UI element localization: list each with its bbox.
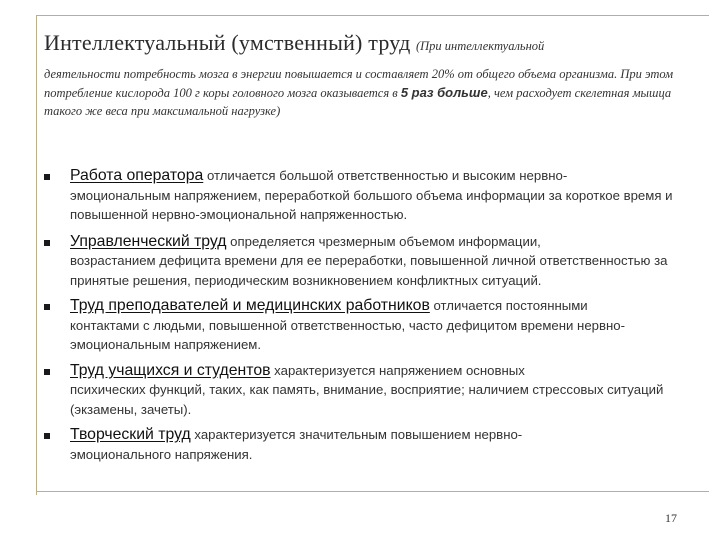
bullet-square-icon	[44, 174, 50, 180]
list-item-lead: Труд учащихся и студентов	[70, 361, 271, 379]
list-item-first-line: отличается большой ответственностью и высоким нервно-	[203, 168, 568, 183]
bullet-square-icon	[44, 433, 50, 439]
list-item-first-line: характеризуется напряжением основных	[270, 362, 525, 378]
list-item-lead: Труд преподавателей и медицинских работников	[70, 297, 430, 314]
list-item-lead: Управленческий труд	[70, 232, 227, 250]
frame-bottom-rule	[36, 491, 709, 492]
list-item-lead: Творческий труд	[70, 426, 191, 443]
intro-text-part1: деятельности потребность мозга в энергии повышается и составляет 20% от общего объема организма. При этом потребление кислорода 100 г коры головного мозга оказывается в	[44, 67, 674, 100]
slide-header	[44, 28, 694, 121]
intro-text-part2: , чем расходует скелетная мышца такого же веса при максимальной нагрузке)	[44, 85, 672, 118]
list-item-management	[44, 232, 684, 291]
bullet-square-icon	[44, 304, 50, 310]
list-item-first-line: определяется чрезмерным объемом информации,	[226, 233, 541, 249]
list-item-students	[44, 361, 684, 420]
list-item-creative	[44, 425, 684, 464]
slide-title: Интеллектуальный (умственный) труд	[44, 30, 411, 55]
list-item-first-line: характеризуется значительным повышением нервно-	[190, 427, 523, 442]
page-number: 17	[665, 511, 677, 525]
list-item-operator	[44, 166, 684, 225]
list-item-teachers-doctors	[44, 296, 684, 355]
intro-emphasis: 5 раз больше	[400, 84, 488, 100]
list-item-first-line: отличается постоянными	[429, 298, 588, 313]
list-item-text: эмоционального напряжения.	[70, 446, 253, 462]
list-item-text: эмоциональным напряжением, переработкой большого объема информации за короткое время и повышенной нервно-эмоциональной напряженностью.	[70, 187, 673, 222]
list-item-text: контактами с людьми, повышенной ответственностью, часто дефицитом времени нервно-эмоциональным напряжением.	[70, 317, 626, 352]
frame-left-rule	[36, 15, 37, 495]
title-line	[44, 28, 694, 61]
title-note: (При интеллектуальной	[415, 39, 545, 53]
bullet-square-icon	[44, 369, 50, 375]
bullet-square-icon	[44, 240, 50, 246]
frame-top-rule	[36, 15, 709, 16]
intro-paragraph	[44, 65, 694, 121]
list-item-text: возрастанием дефицита времени для ее переработки, повышенной личной ответственностью за принятые решения, периодическим возникновением конфликтных ситуаций.	[70, 253, 668, 288]
list-item-lead: Работа оператора	[70, 167, 204, 184]
list-item-text: психических функций, таких, как память, внимание, восприятие; наличием стрессовых ситуаций (экзамены, зачеты).	[70, 382, 664, 417]
bullet-list	[44, 166, 684, 464]
